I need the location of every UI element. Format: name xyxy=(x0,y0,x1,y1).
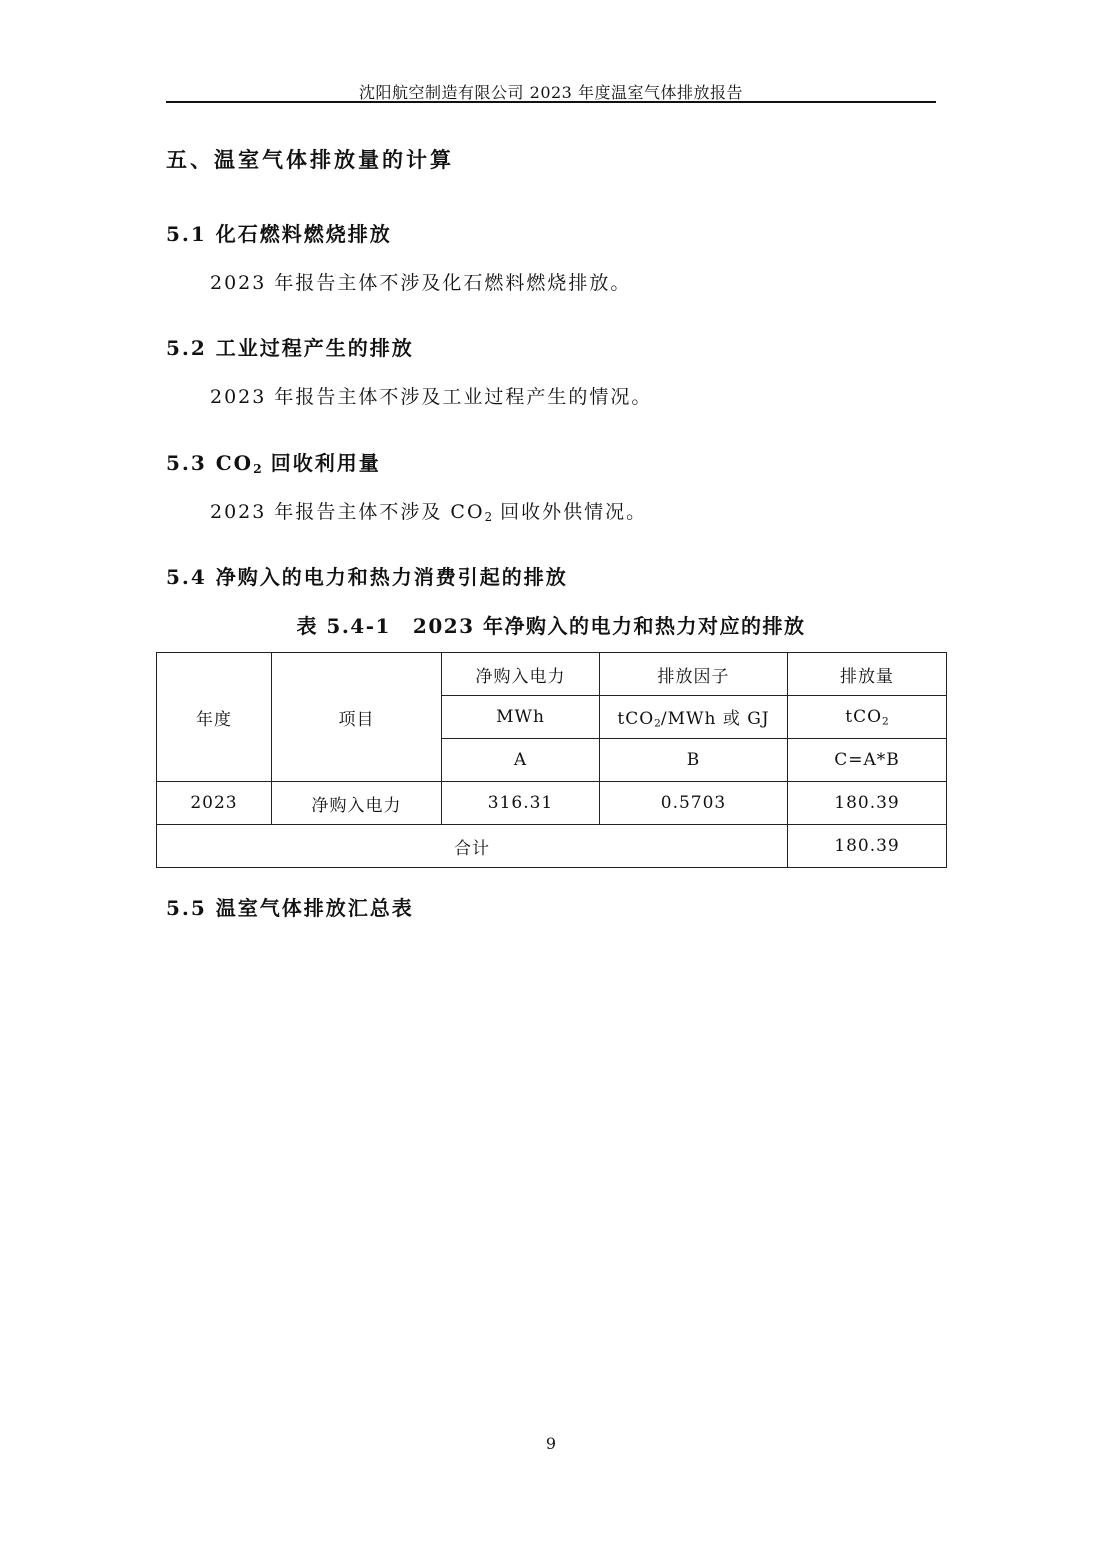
section-5-3-title-subscript: 2 xyxy=(253,461,262,477)
col-c-unit-subscript: 2 xyxy=(882,715,889,728)
cell-purchased-electricity: 316.31 xyxy=(442,782,600,825)
total-value: 180.39 xyxy=(788,825,947,868)
page-number: 9 xyxy=(545,1434,557,1453)
header-year: 年度 xyxy=(157,653,272,782)
section-5-1-body: 2023 年报告主体不涉及化石燃料燃烧排放。 xyxy=(210,272,632,294)
table-caption xyxy=(156,614,946,638)
section-5-title: 五、温室气体排放量的计算 xyxy=(166,147,454,172)
section-5-3-body-prefix: 2023 年报告主体不涉及 CO xyxy=(210,501,485,523)
header-col-a-symbol: A xyxy=(442,739,600,782)
section-5-4-title: 5.4 净购入的电力和热力消费引起的排放 xyxy=(166,565,568,589)
emissions-table xyxy=(156,652,947,868)
page-header: 沈阳航空制造有限公司 2023 年度温室气体排放报告 xyxy=(359,83,743,102)
total-label: 合计 xyxy=(157,825,788,868)
table-total-row xyxy=(157,825,947,868)
header-col-c-unit xyxy=(788,696,947,739)
header-col-c-name: 排放量 xyxy=(788,653,947,696)
section-5-3-body xyxy=(210,500,647,529)
col-b-unit-subscript: 2 xyxy=(654,717,661,730)
table-caption-number: 表 5.4-1 xyxy=(296,614,391,638)
header-col-a-unit: MWh xyxy=(442,696,600,739)
cell-year: 2023 xyxy=(157,782,272,825)
table-caption-text: 2023 年净购入的电力和热力对应的排放 xyxy=(412,614,806,638)
section-5-1-title: 5.1 化石燃料燃烧排放 xyxy=(166,222,392,246)
header-col-b-name: 排放因子 xyxy=(600,653,788,696)
header-col-a-name: 净购入电力 xyxy=(442,653,600,696)
section-5-3-title-prefix: 5.3 CO xyxy=(166,451,254,475)
section-5-3-title-suffix: 回收利用量 xyxy=(261,451,381,475)
section-5-2-body: 2023 年报告主体不涉及工业过程产生的情况。 xyxy=(210,386,653,408)
header-col-b-symbol: B xyxy=(600,739,788,782)
cell-emission-factor: 0.5703 xyxy=(600,782,788,825)
section-5-3-body-suffix: 回收外供情况。 xyxy=(492,501,648,523)
section-5-3-title xyxy=(166,451,381,481)
col-b-unit-suffix: /MWh 或 GJ xyxy=(660,709,770,730)
table-header-row xyxy=(157,653,947,696)
cell-item: 净购入电力 xyxy=(272,782,442,825)
cell-emissions: 180.39 xyxy=(788,782,947,825)
header-divider xyxy=(166,101,936,103)
section-5-3-body-subscript: 2 xyxy=(484,509,493,524)
header-col-c-symbol: C=A*B xyxy=(788,739,947,782)
col-c-unit-prefix: tCO xyxy=(845,706,883,727)
header-col-b-unit xyxy=(600,696,788,739)
header-item: 项目 xyxy=(272,653,442,782)
section-5-5-title: 5.5 温室气体排放汇总表 xyxy=(166,896,414,920)
col-b-unit-prefix: tCO xyxy=(617,709,655,730)
section-5-2-title: 5.2 工业过程产生的排放 xyxy=(166,336,414,360)
table-row xyxy=(157,782,947,825)
